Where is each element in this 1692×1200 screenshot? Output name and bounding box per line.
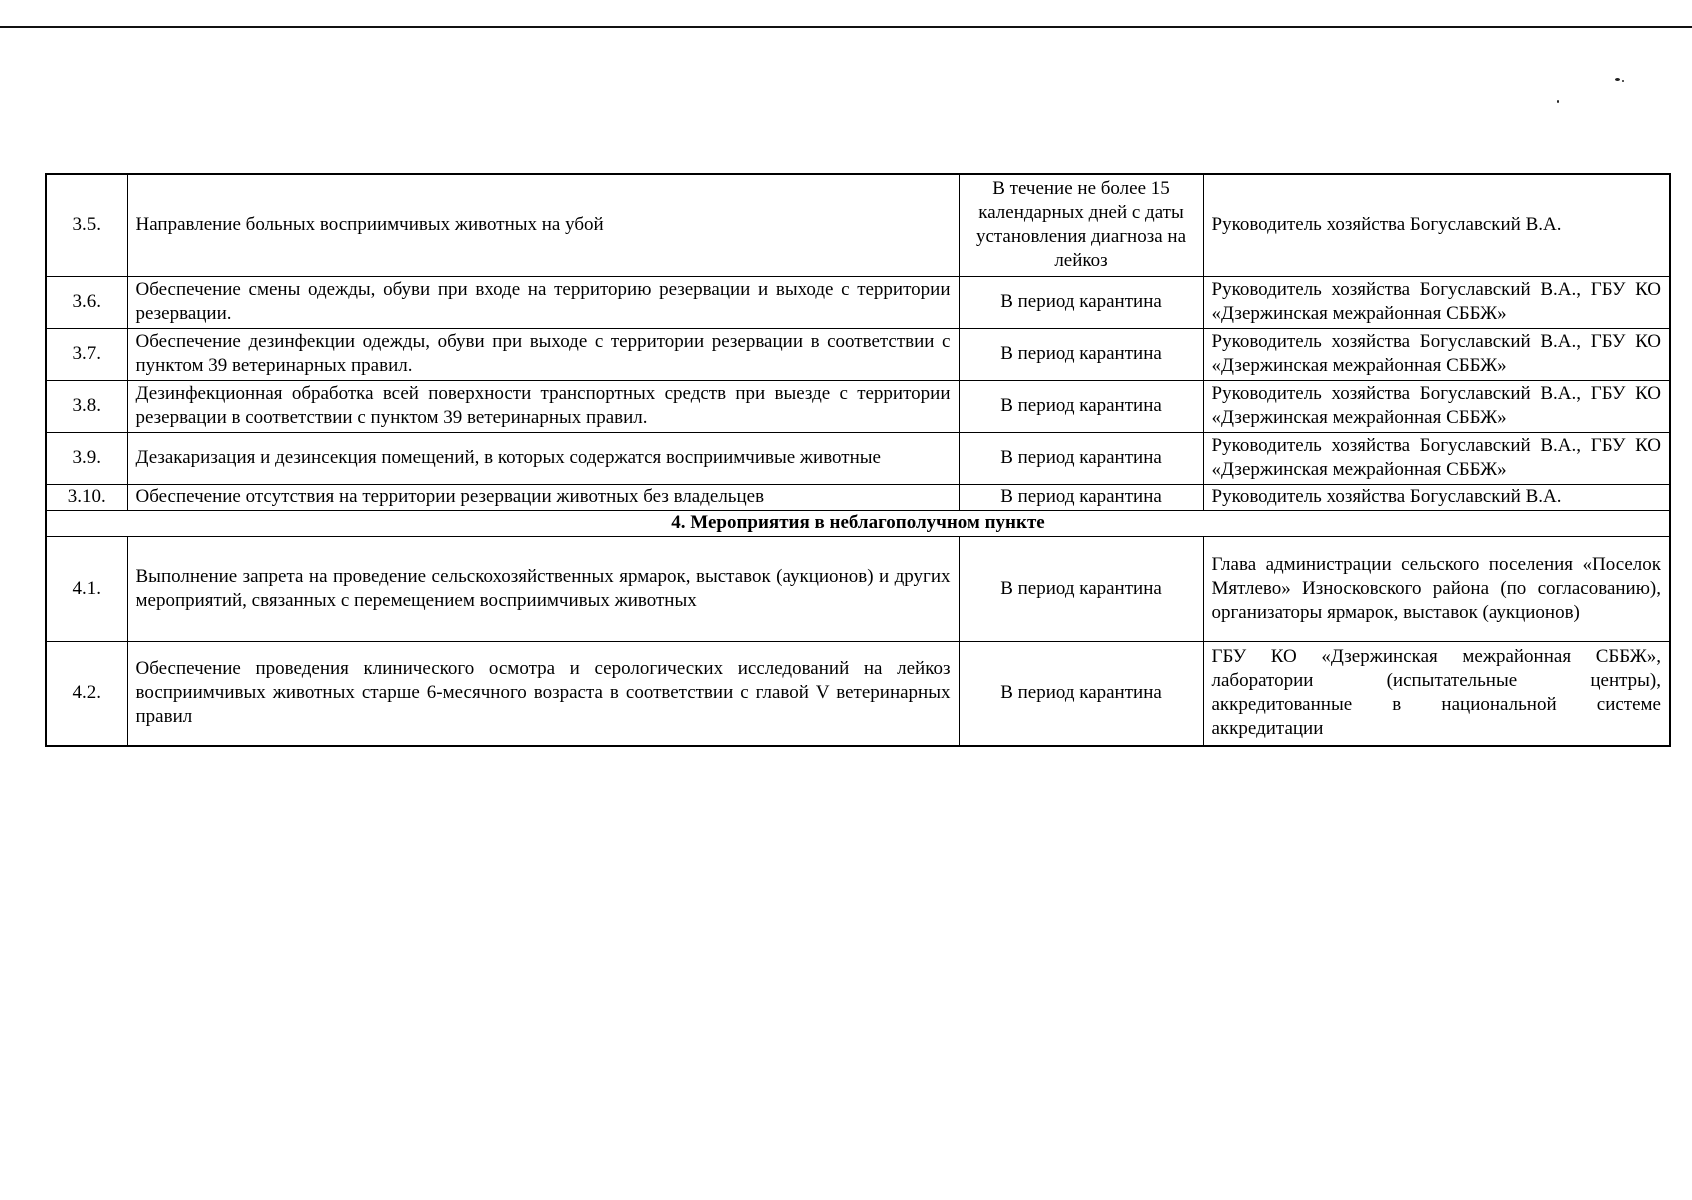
table-row <box>46 432 1670 484</box>
row-number: 3.6. <box>46 276 127 328</box>
section-heading: 4. Мероприятия в неблагополучном пункте <box>46 510 1670 536</box>
table-row <box>46 276 1670 328</box>
row-term: В период карантина <box>959 484 1203 510</box>
row-action: Обеспечение дезинфекции одежды, обуви при выходе с территории резервации в соответствии с пунктом 39 ветеринарных правил. <box>127 328 959 380</box>
row-responsible: Глава администрации сельского поселения «Поселок Мятлево» Износковского района (по согласованию), организаторы ярмарок, выставок (аукционов) <box>1203 536 1670 641</box>
section-heading-row <box>46 510 1670 536</box>
row-term: В период карантина <box>959 328 1203 380</box>
row-action: Выполнение запрета на проведение сельскохозяйственных ярмарок, выставок (аукционов) и других мероприятий, связанных с перемещением восприимчивых животных <box>127 536 959 641</box>
row-responsible: Руководитель хозяйства Богуславский В.А., ГБУ КО «Дзержинская межрайонная СББЖ» <box>1203 380 1670 432</box>
table-row <box>46 484 1670 510</box>
row-responsible: Руководитель хозяйства Богуславский В.А., ГБУ КО «Дзержинская межрайонная СББЖ» <box>1203 328 1670 380</box>
scan-speck <box>1615 78 1620 81</box>
row-action: Дезинфекционная обработка всей поверхности транспортных средств при выезде с территории резервации в соответствии с пунктом 39 ветеринарных правил. <box>127 380 959 432</box>
row-action: Обеспечение смены одежды, обуви при входе на территорию резервации и выходе с территории резервации. <box>127 276 959 328</box>
row-number: 4.1. <box>46 536 127 641</box>
row-number: 4.2. <box>46 641 127 746</box>
measures-table <box>45 173 1671 747</box>
table-row <box>46 641 1670 746</box>
row-number: 3.9. <box>46 432 127 484</box>
top-rule <box>0 26 1692 28</box>
row-number: 3.10. <box>46 484 127 510</box>
scan-speck <box>1622 80 1624 82</box>
row-term: В период карантина <box>959 536 1203 641</box>
table-row <box>46 328 1670 380</box>
row-term: В период карантина <box>959 641 1203 746</box>
row-responsible: Руководитель хозяйства Богуславский В.А., ГБУ КО «Дзержинская межрайонная СББЖ» <box>1203 432 1670 484</box>
row-responsible: Руководитель хозяйства Богуславский В.А., ГБУ КО «Дзержинская межрайонная СББЖ» <box>1203 276 1670 328</box>
table-row <box>46 536 1670 641</box>
row-number: 3.8. <box>46 380 127 432</box>
row-term: В течение не более 15 календарных дней с даты установления диагноза на лейкоз <box>959 174 1203 276</box>
row-term: В период карантина <box>959 380 1203 432</box>
row-action: Дезакаризация и дезинсекция помещений, в которых содержатся восприимчивые животные <box>127 432 959 484</box>
row-action: Направление больных восприимчивых животных на убой <box>127 174 959 276</box>
row-action: Обеспечение отсутствия на территории резервации животных без владельцев <box>127 484 959 510</box>
scan-speck <box>1557 100 1559 103</box>
row-responsible: Руководитель хозяйства Богуславский В.А. <box>1203 174 1670 276</box>
row-term: В период карантина <box>959 432 1203 484</box>
row-number: 3.7. <box>46 328 127 380</box>
row-term: В период карантина <box>959 276 1203 328</box>
row-responsible: ГБУ КО «Дзержинская межрайонная СББЖ», лаборатории (испытательные центры), аккредитованные в национальной системе аккредитации <box>1203 641 1670 746</box>
row-action: Обеспечение проведения клинического осмотра и серологических исследований на лейкоз восприимчивых животных старше 6-месячного возраста в соответствии с главой V ветеринарных правил <box>127 641 959 746</box>
row-number: 3.5. <box>46 174 127 276</box>
table-row <box>46 380 1670 432</box>
table-row <box>46 174 1670 276</box>
row-responsible: Руководитель хозяйства Богуславский В.А. <box>1203 484 1670 510</box>
